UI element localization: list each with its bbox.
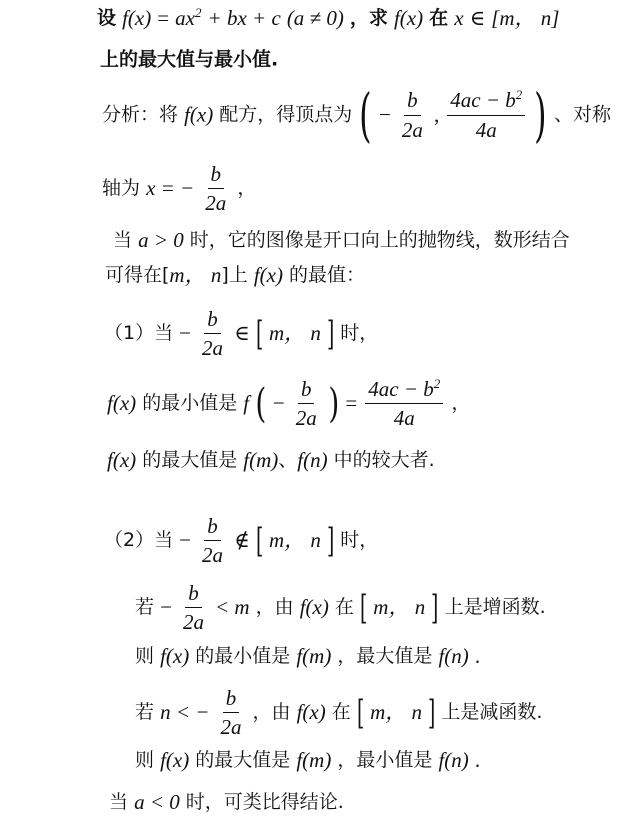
case-pos-text-2c: 的最值：	[289, 264, 366, 286]
case-pos-text-1: 时，它的图像是开口向上的抛物线，数形结合	[189, 229, 570, 251]
problem-fx-2: f(x)	[393, 6, 424, 30]
case1-dun: 、	[278, 449, 298, 471]
case2a-line	[135, 582, 546, 633]
axis-x-eq: x = −	[146, 176, 195, 201]
case2-shi: 时，	[340, 529, 379, 552]
axis-tail: ，	[237, 177, 257, 200]
fraction-numerator: b	[204, 308, 221, 334]
vertex-x-fraction	[399, 89, 426, 140]
problem-eq: =	[157, 6, 170, 30]
case2-condition-line	[104, 515, 378, 566]
case1-max-tail: 中的较大者.	[333, 449, 435, 471]
case2a-left-bracket: [	[359, 587, 368, 628]
case2b-fm: f(m)	[296, 748, 332, 772]
case2b-left-bracket: [	[356, 692, 365, 733]
analysis-fx: f(x)	[184, 102, 214, 127]
case2a-fraction	[180, 582, 207, 633]
case2a-fx: f(x)	[299, 595, 329, 620]
analysis-intro: 分析：将	[102, 103, 179, 126]
case2a-result-line	[135, 646, 480, 667]
problem-line-2	[100, 50, 278, 70]
case2b-result-line	[135, 750, 480, 771]
vertex-left-paren: (	[359, 81, 372, 149]
case2b-result-fx: f(x)	[160, 748, 190, 772]
problem-line-1	[97, 5, 560, 30]
case1-min-minus: −	[272, 391, 285, 416]
case1-min-value-fraction	[365, 378, 443, 429]
case2-left-bracket: [	[255, 520, 263, 561]
fraction-denominator: 2a	[205, 191, 227, 216]
case2a-you: ，由	[255, 596, 294, 619]
case-pos-line-1	[113, 230, 570, 251]
case2a-lt-m: < m	[215, 595, 250, 620]
case-neg-line	[109, 792, 344, 813]
problem-qiu: ，求	[349, 7, 388, 29]
problem-in: ∈	[469, 6, 486, 30]
case2a-minus: −	[160, 595, 172, 620]
problem-x: x	[454, 6, 464, 30]
case1-fraction	[199, 308, 226, 359]
case1-min-arg-fraction	[293, 378, 320, 429]
problem-ax2: $ax^2$	[175, 5, 202, 30]
case2a-zai: 在	[334, 596, 354, 619]
case2b-ze: 则	[135, 749, 155, 771]
fraction-numerator: b	[298, 378, 315, 404]
case2b-fraction	[217, 687, 244, 738]
problem-she: 设	[97, 7, 117, 29]
case2-fraction	[199, 515, 226, 566]
case2b-right-bracket: ]	[428, 692, 436, 733]
case2b-you: ，由	[252, 701, 291, 724]
case-pos-dang: 当	[113, 229, 133, 251]
fraction-numerator: $4ac - b^2$	[447, 89, 525, 115]
case1-min-text: 的最小值是	[142, 392, 238, 415]
case1-min-line	[107, 378, 470, 429]
problem-interval: [m， n]	[491, 6, 560, 30]
problem-zai: 在	[429, 7, 449, 29]
case-neg-dang: 当	[109, 791, 129, 813]
fraction-denominator: 2a	[220, 715, 242, 740]
case1-min-fx: f(x)	[107, 391, 137, 416]
case2b-min: ，最小值是	[337, 749, 433, 771]
fraction-denominator: 4a	[393, 406, 415, 431]
case2b-fx: f(x)	[296, 700, 326, 725]
case1-fm: f(m)	[243, 448, 279, 472]
case2a-max: ，最大值是	[337, 645, 433, 667]
case2b-mn: m， n	[370, 700, 423, 725]
problem-bx-c: + bx + c	[207, 6, 281, 30]
fraction-denominator: 2a	[182, 610, 204, 635]
fraction-denominator: 4a	[475, 117, 497, 142]
case2b-tail: 上是减函数.	[441, 701, 543, 724]
case2a-ze: 则	[135, 645, 155, 667]
problem-fx: f(x)	[122, 6, 152, 30]
case2-minus: −	[179, 528, 191, 553]
vertex-comma: ,	[433, 102, 440, 127]
case1-left-paren: (	[255, 380, 267, 427]
case2b-n-lt: n < −	[160, 700, 210, 725]
case1-right-paren: )	[328, 380, 340, 427]
fraction-denominator: 2a	[295, 406, 317, 431]
case2b-ruo: 若	[135, 701, 155, 724]
case1-in: ∈	[234, 321, 250, 346]
fraction-numerator: b	[223, 687, 240, 713]
case-pos-text-2a: 可得在[	[105, 264, 170, 286]
case2a-min: 的最小值是	[195, 645, 291, 667]
fraction-numerator: b	[185, 582, 202, 608]
fraction-numerator: b	[204, 515, 221, 541]
fraction-numerator: $4ac - b^2$	[365, 378, 443, 404]
case2-mn: m， n	[268, 528, 321, 553]
case2b-line	[135, 687, 542, 738]
fraction-denominator: 2a	[202, 543, 224, 568]
case-neg-text: 时，可类比得结论.	[185, 791, 344, 813]
case2b-zai: 在	[331, 701, 351, 724]
case-neg-cond: a < 0	[134, 790, 180, 814]
case1-label: （1）当	[104, 322, 174, 345]
vertex-y-fraction	[447, 89, 525, 140]
case2a-right-bracket: ]	[431, 587, 439, 628]
case1-left-bracket: [	[255, 313, 263, 354]
fraction-numerator: b	[208, 163, 225, 189]
case2-right-bracket: ]	[326, 520, 335, 561]
case-pos-fx: f(x)	[253, 263, 283, 287]
case1-f: f	[243, 391, 250, 416]
case2b-max: 的最大值是	[195, 749, 291, 771]
analysis-axis-line	[102, 163, 256, 214]
case2-label: （2）当	[104, 529, 174, 552]
case1-minus: −	[179, 321, 191, 346]
case-pos-text-2b: ]上	[221, 264, 248, 286]
analysis-vertex-line	[102, 81, 611, 149]
case1-max-line	[107, 450, 435, 471]
case-pos-line-2	[105, 265, 365, 286]
case1-condition-line	[104, 308, 378, 359]
case1-right-bracket: ]	[326, 313, 335, 354]
case2a-dot: .	[474, 644, 481, 668]
fraction-numerator: b	[404, 89, 421, 115]
vertex-right-paren: )	[534, 81, 547, 149]
case2a-result-fx: f(x)	[160, 644, 190, 668]
case2b-dot: .	[474, 748, 481, 772]
analysis-zhouwei: 轴为	[102, 177, 141, 200]
case1-max-fx: f(x)	[107, 448, 137, 472]
case1-eq: =	[345, 391, 358, 416]
vertex-minus: −	[379, 102, 391, 127]
analysis-peifang: 配方，得顶点为	[219, 103, 353, 126]
case2a-ruo: 若	[135, 596, 155, 619]
case2a-fn: f(n)	[438, 644, 469, 668]
case2a-tail: 上是增函数.	[444, 596, 546, 619]
fraction-denominator: 2a	[401, 117, 423, 142]
case2-notin: ∉	[234, 528, 250, 553]
problem-line-2-text: 上的最大值与最小值.	[100, 48, 279, 71]
case2b-fn: f(n)	[438, 748, 469, 772]
case1-fn: f(n)	[297, 448, 328, 472]
case1-shi: 时，	[340, 322, 379, 345]
case-pos-cond: a > 0	[138, 228, 184, 252]
case2a-mn: m， n	[373, 595, 426, 620]
analysis-duichen: 、对称	[553, 103, 611, 126]
case1-max-text: 的最大值是	[142, 449, 238, 471]
axis-fraction	[202, 163, 229, 214]
case1-mn: m， n	[268, 321, 321, 346]
case-pos-mn: m， n	[169, 263, 222, 287]
case2a-fm: f(m)	[296, 644, 332, 668]
fraction-denominator: 2a	[202, 336, 224, 361]
case1-comma: ，	[451, 392, 471, 415]
problem-condition: (a ≠ 0)	[286, 6, 344, 30]
